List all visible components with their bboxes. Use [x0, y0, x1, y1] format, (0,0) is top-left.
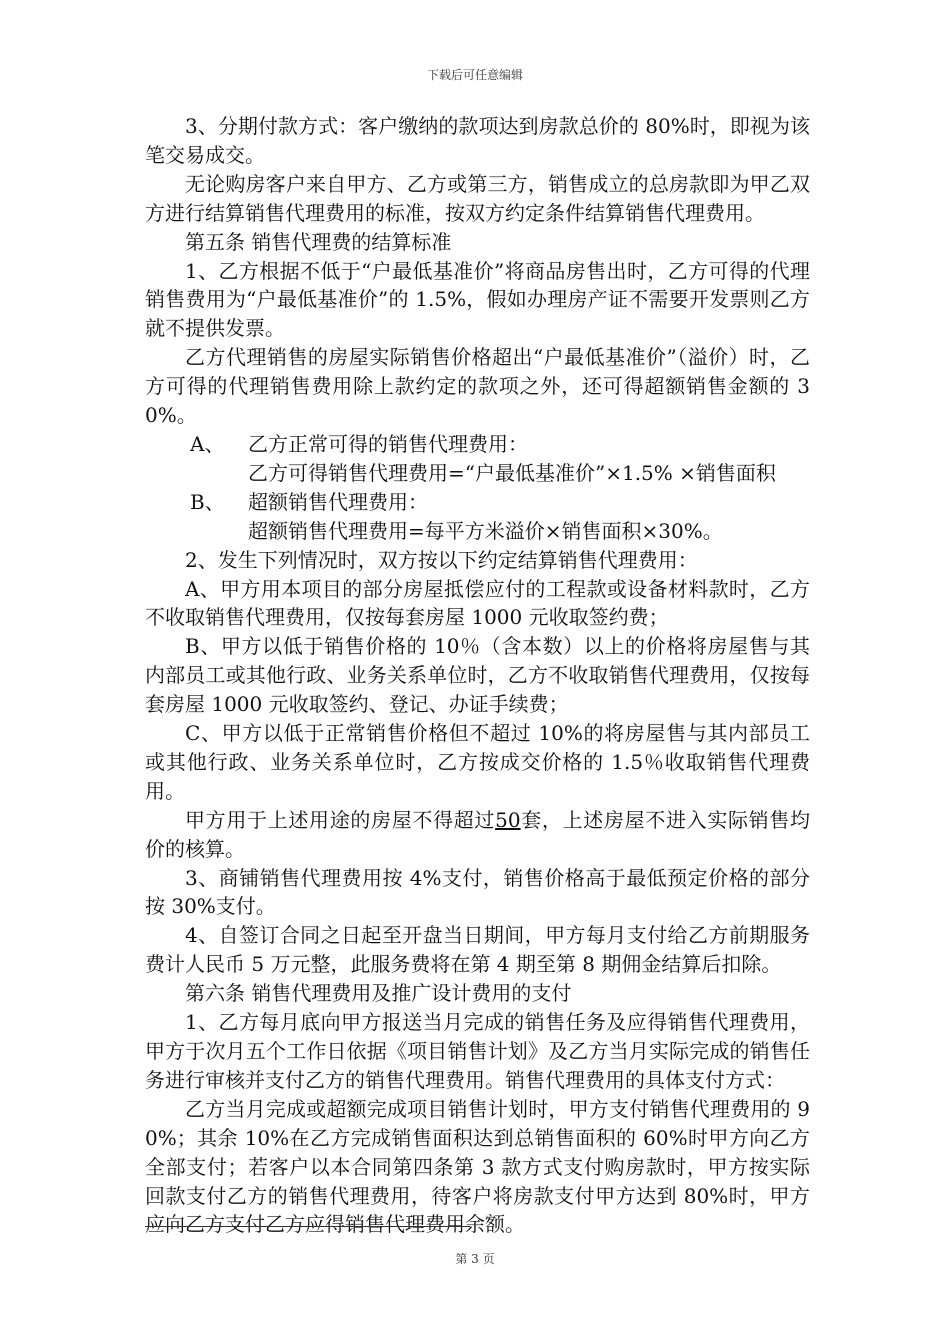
paragraph-unit-limit — [145, 806, 810, 864]
list-item-b-label: B、 — [190, 489, 225, 514]
page-number: 第 3 页 — [455, 1252, 495, 1266]
paragraph-premium: 乙方代理销售的房屋实际销售价格超出“户最低基准价”（溢价）时，乙方可得的代理销售费用除上款约定的款项之外，还可得超额销售金额的 30%。 — [145, 345, 810, 428]
list-item-a-text: 乙方正常可得的销售代理费用： — [248, 431, 528, 456]
paragraph-fee-rate: 1、乙方根据不低于“户最低基准价”将商品房售出时，乙方可得的代理销售费用为“户最低基准价”的 1.5%，假如办理房产证不需要开发票则乙方就不提供发票。 — [145, 258, 810, 341]
document-body — [145, 112, 810, 1239]
list-item-a-label: A、 — [190, 431, 225, 456]
article-6-heading: 第六条 销售代理费用及推广设计费用的支付 — [185, 981, 572, 1006]
list-item-a — [145, 430, 810, 459]
paragraph-shop-fee: 3、商铺销售代理费用按 4%支付，销售价格高于最低预定价格的部分按 30%支付。 — [145, 865, 810, 919]
page-header: 下载后可任意编辑 — [426, 68, 523, 82]
paragraph-special-cases: 2、发生下列情况时，双方按以下约定结算销售代理费用： — [185, 547, 698, 572]
formula-b: 超额销售代理费用=每平方米溢价×销售面积×30%。 — [248, 518, 723, 543]
paragraph-case-b: B、甲方以低于销售价格的 10％（含本数）以上的价格将房屋售与其内部员工或其他行政、业务关系单位时，乙方不收取销售代理费用，仅按每套房屋 1000 元收取签约、登记、办证手续费； — [145, 634, 810, 717]
unit-limit-pre: 甲方用于上述用途的房屋不得超过 — [185, 807, 496, 832]
paragraph-service-fee: 4、自签订合同之日起至开盘当日期间，甲方每月支付给乙方前期服务费计人民币 5 万元整，此服务费将在第 4 期至第 8 期佣金结算后扣除。 — [145, 923, 810, 977]
paragraph-installment: 3、分期付款方式：客户缴纳的款项达到房款总价的 80%时，即视为该笔交易成交。 — [145, 114, 810, 167]
paragraph-total-price-basis: 无论购房客户来自甲方、乙方或第三方，销售成立的总房款即为甲乙双方进行结算销售代理费用的标准，按双方约定条件结算销售代理费用。 — [145, 171, 810, 225]
paragraph-case-a: A、甲方用本项目的部分房屋抵偿应付的工程款或设备材料款时，乙方不收取销售代理费用，仅按每套房屋 1000 元收取签约费； — [145, 576, 810, 630]
formula-a: 乙方可得销售代理费用=“户最低基准价”×1.5% ×销售面积 — [248, 460, 776, 485]
paragraph-payment-terms: 乙方当月完成或超额完成项目销售计划时，甲方支付销售代理费用的 90%；其余 10%在乙方完成销售面积达到总销售面积的 60%时甲方向乙方全部支付；若客户以本合同第四条第 3 款方式支付购房款时，甲方按实际回款支付乙方的销售代理费用，待客户将房款支付甲方达到 80%时，甲方应向乙方支付乙方应得销售代理费用余额。 — [145, 1096, 810, 1237]
list-item-b-text: 超额销售代理费用： — [248, 489, 428, 514]
paragraph-monthly-report: 1、乙方每月底向甲方报送当月完成的销售任务及应得销售代理费用，甲方于次月五个工作日依据《项目销售计划》及乙方当月实际完成的销售任务进行审核并支付乙方的销售代理费用。销售代理费用的具体支付方式： — [145, 1010, 810, 1092]
unit-limit-post: 套，上述房屋不进入实际销售均价的核算。 — [145, 807, 811, 861]
article-5-heading: 第五条 销售代理费的结算标准 — [185, 229, 452, 254]
unit-limit-number: 50 — [495, 807, 521, 832]
footnote-separator — [145, 1226, 470, 1227]
list-item-b — [145, 488, 810, 517]
paragraph-case-c: C、甲方以低于正常销售价格但不超过 10%的将房屋售与其内部员工或其他行政、业务关系单位时，乙方按成交价格的 1.5％收取销售代理费用。 — [145, 721, 810, 803]
